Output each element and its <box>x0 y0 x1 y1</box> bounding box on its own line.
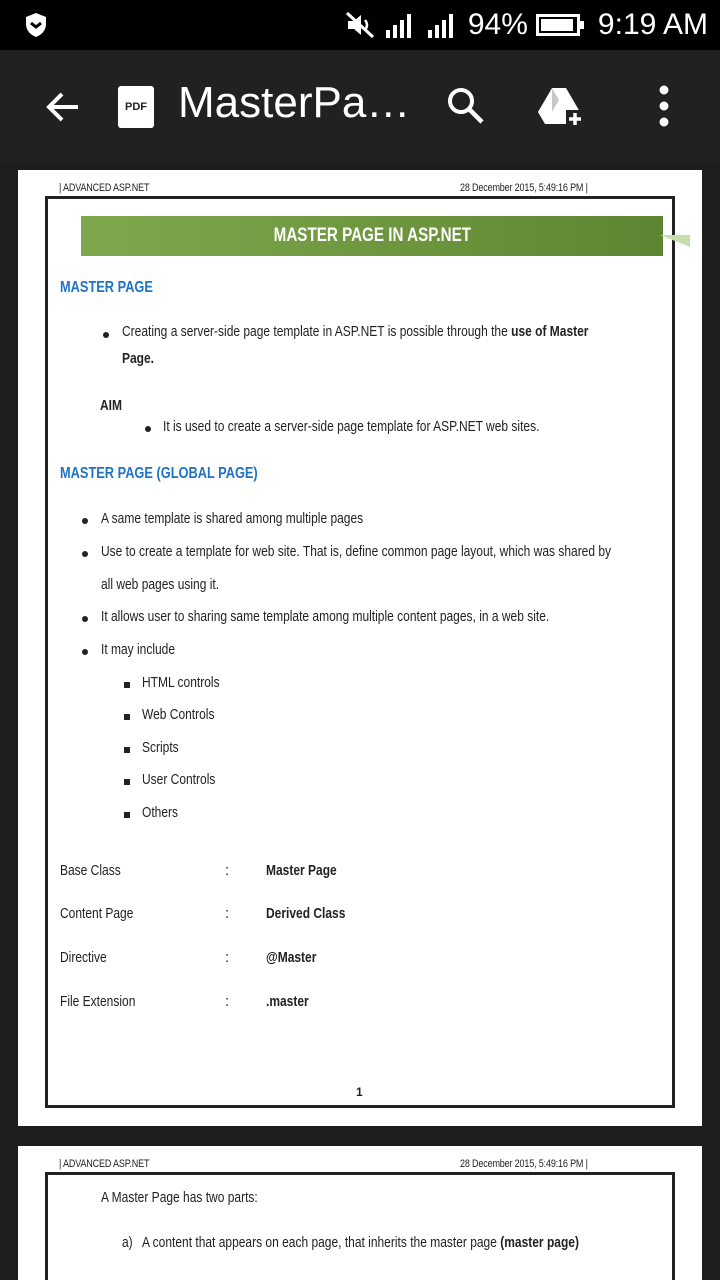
page-border <box>45 1172 675 1280</box>
paragraph-continuation: Page. <box>122 350 155 367</box>
list-item: Use to create a template for web site. That is, define common page layout, which was shared by <box>101 543 612 560</box>
square-bullet <box>124 812 130 818</box>
bullet <box>103 332 109 338</box>
running-header-right: 28 December 2015, 5:49:16 PM | <box>460 1158 588 1170</box>
sub-list-item: User Controls <box>142 771 216 788</box>
property-label: Content Page <box>60 905 134 922</box>
running-header-left: | ADVANCED ASP.NET <box>59 182 150 194</box>
property-value: @Master <box>266 949 317 966</box>
bullet <box>82 649 88 655</box>
bullet <box>82 518 88 524</box>
property-label: Base Class <box>60 862 121 879</box>
battery-percent: 94% <box>467 8 528 41</box>
battery-icon <box>536 14 580 36</box>
status-bar <box>0 0 720 50</box>
pdf-page-1 <box>18 170 702 1126</box>
paragraph: Creating a server-side page template in ASP.NET is possible through the use of Master <box>122 323 589 340</box>
section-heading: MASTER PAGE (GLOBAL PAGE) <box>60 465 258 482</box>
list-marker: a) <box>122 1234 133 1251</box>
pdf-page-2 <box>18 1146 702 1280</box>
property-separator: : <box>225 862 230 879</box>
property-value: Master Page <box>266 862 337 879</box>
page-border <box>45 196 675 1108</box>
section-heading: MASTER PAGE <box>60 279 153 296</box>
property-separator: : <box>225 993 230 1010</box>
signal-icon <box>384 10 418 40</box>
pdf-badge-label: PDF <box>125 101 147 113</box>
overflow-menu-icon[interactable] <box>646 82 682 130</box>
search-icon[interactable] <box>444 84 488 128</box>
pdf-viewer[interactable] <box>0 162 720 1280</box>
running-header-left: | ADVANCED ASP.NET <box>59 1158 150 1170</box>
square-bullet <box>124 682 130 688</box>
sub-list-item: Scripts <box>142 739 179 756</box>
property-label: File Extension <box>60 993 136 1010</box>
bullet <box>145 426 151 432</box>
signal-icon <box>426 10 460 40</box>
square-bullet <box>124 747 130 753</box>
bullet <box>82 551 88 557</box>
document-title: MasterPa… <box>178 78 411 127</box>
sub-list-item: Others <box>142 804 179 821</box>
running-header-right: 28 December 2015, 5:49:16 PM | <box>460 182 588 194</box>
list-item-continuation: all web pages using it. <box>101 576 220 593</box>
pdf-file-icon <box>118 86 154 128</box>
mute-icon <box>344 10 376 40</box>
list-item: A content that appears on each page, that inherits the master page (master page) <box>142 1234 579 1251</box>
title-banner: MASTER PAGE IN ASP.NET <box>81 216 663 256</box>
list-item: A same template is shared among multiple pages <box>101 510 364 527</box>
property-separator: : <box>225 905 230 922</box>
property-label: Directive <box>60 949 107 966</box>
banner-shadow <box>660 235 690 247</box>
add-to-drive-icon[interactable] <box>536 84 586 130</box>
property-separator: : <box>225 949 230 966</box>
list-item: It may include <box>101 641 176 658</box>
list-item: It allows user to sharing same template among multiple content pages, in a web site. <box>101 608 550 625</box>
square-bullet <box>124 714 130 720</box>
paragraph: A Master Page has two parts: <box>101 1189 258 1206</box>
bullet <box>82 616 88 622</box>
aim-label: AIM <box>100 397 122 414</box>
sub-list-item: Web Controls <box>142 706 215 723</box>
page-number: 1 <box>356 1085 363 1099</box>
shield-icon <box>24 12 48 38</box>
property-value: .master <box>266 993 309 1010</box>
square-bullet <box>124 779 130 785</box>
clock: 9:19 AM <box>597 8 708 41</box>
back-arrow-icon[interactable] <box>40 84 86 130</box>
property-value: Derived Class <box>266 905 346 922</box>
sub-list-item: HTML controls <box>142 674 220 691</box>
app-bar <box>0 50 720 162</box>
aim-text: It is used to create a server-side page template for ASP.NET web sites. <box>163 418 540 435</box>
